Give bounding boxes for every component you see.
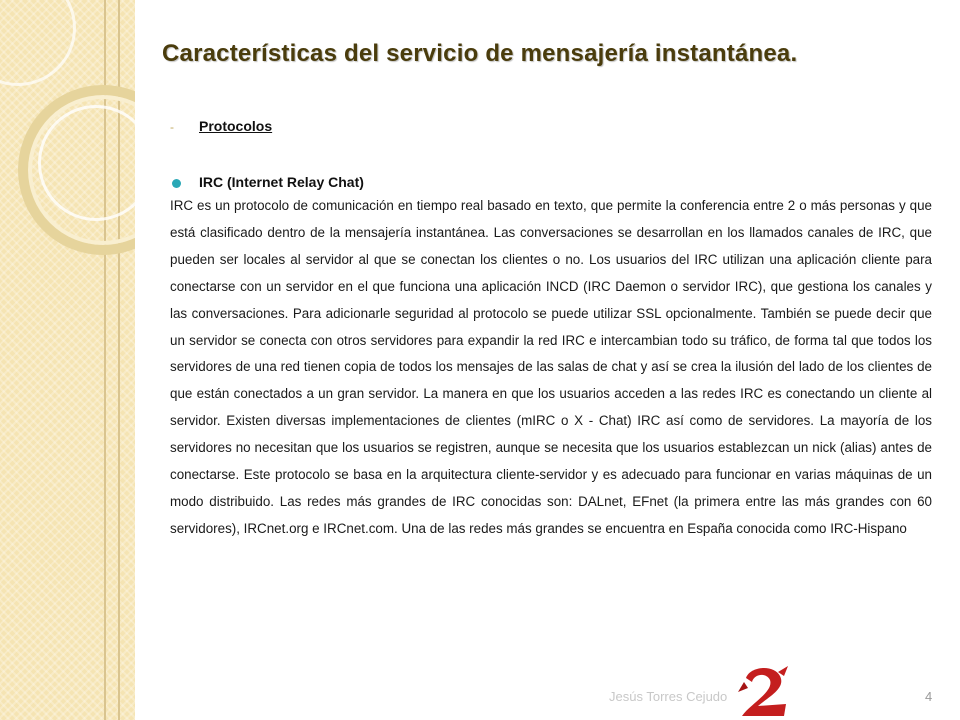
bullet-heading: IRC (Internet Relay Chat) — [199, 174, 364, 190]
page-number: 4 — [925, 689, 933, 704]
footer-author: Jesús Torres Cejudo — [609, 689, 728, 704]
decorative-ring — [0, 0, 76, 86]
body-paragraph: IRC es un protocolo de comunicación en tiempo real basado en texto, que permite la conferencia entre 2 o más personas y que está clasificado dentro de la mensajería instantánea. Las conversaciones se desarrollan en los llamados canales de IRC, que pueden ser locales al servidor al que se conectan los clientes o no. Los usuarios del IRC utilizan una aplicación cliente para conectarse con un servidor en el que funciona una aplicación INCD (IRC Daemon o servidor IRC), que gestiona los canales y las conversaciones. Para adicionarle seguridad al protocolo se puede utilizar SSL opcionalmente. También se puede decir que un servidor se conecta con otros servidores para expandir la red IRC e intercambian todo su tráfico, de forma tal que todos los servidores de una red tienen copia de todos los mensajes de las salas de chat y así se crea la ilusión del lado de los clientes de que están conectados a un gran servidor. La manera en que los usuarios acceden a las redes IRC es conectando un cliente al servidor. Existen diversas implementaciones de clientes (mIRC o X - Chat) IRC así como de servidores. La mayoría de los servidores no necesitan que los usuarios se registren, aunque se necesita que los usuarios establezcan un nick (alias) antes de conectarse. Este protocolo se basa en la arquitectura cliente-servidor y es adecuado para funcionar en varias máquinas de un modo distribuido. Las redes más grandes de IRC conocidas son: DALnet, EFnet (la primera entre las más grandes con 60 servidores), IRCnet.org e IRCnet.com. Una de las redes más grandes se encuentra en España conocida como IRC-Hispano — [170, 198, 932, 536]
subsection-label: Protocolos — [199, 118, 273, 134]
title-underline — [160, 74, 840, 76]
decorative-sidebar — [0, 0, 135, 720]
dash-bullet: - — [170, 120, 174, 134]
logo-icon — [736, 662, 794, 720]
bullet-dot — [172, 179, 181, 188]
slide-title: Características del servicio de mensajería instantánea. — [162, 40, 798, 67]
